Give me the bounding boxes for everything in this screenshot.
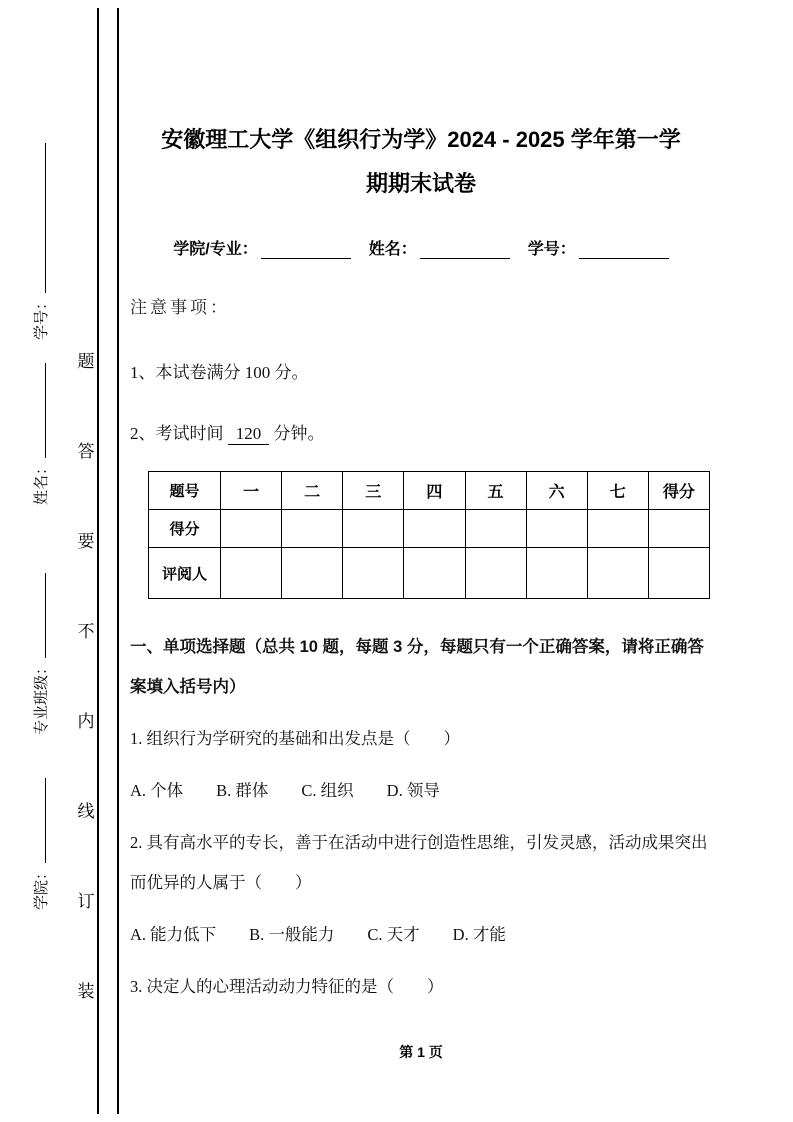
margin-class-label (30, 573, 51, 735)
question-3-text: 3. 决定人的心理活动动力特征的是（ ） (130, 977, 444, 996)
grader-cell (343, 548, 404, 599)
score-table-grader-row (149, 548, 710, 599)
binding-char: 题 (77, 352, 95, 371)
question-2-text: 2. 具有高水平的专长，善于在活动中进行创造性思维，引发灵感，活动成果突出而优异的人属于（ ） (130, 833, 708, 892)
grader-cell (282, 548, 343, 599)
binding-vertical-text (76, 352, 96, 1002)
score-table-header-cell: 得分 (648, 472, 709, 510)
binding-char: 装 (77, 982, 95, 1001)
score-cell (221, 510, 282, 548)
score-table-score-row (149, 510, 710, 548)
notice-item-2-prefix: 2、考试时间 (130, 424, 224, 443)
score-cell (343, 510, 404, 548)
score-table-header-cell: 二 (282, 472, 343, 510)
score-cell (587, 510, 648, 548)
score-table-header-cell: 题号 (149, 472, 221, 510)
score-row-label: 得分 (149, 510, 221, 548)
exam-duration-value: 120 (228, 424, 270, 445)
question-2-options: A. 能力低下 B. 一般能力 C. 天才 D. 才能 (130, 925, 506, 944)
margin-student-id-label (30, 143, 51, 340)
score-table-header-cell: 三 (343, 472, 404, 510)
grader-cell (465, 548, 526, 599)
score-table-header-cell: 四 (404, 472, 465, 510)
grader-row-label: 评阅人 (149, 548, 221, 599)
exam-title-line2: 期期末试卷 (365, 171, 476, 196)
binding-char: 不 (77, 622, 95, 641)
score-table-header-cell: 七 (587, 472, 648, 510)
name-blank (420, 241, 510, 259)
college-major-blank (261, 241, 351, 259)
margin-name-text: 姓名： (33, 459, 50, 505)
question-1-options: A. 个体 B. 群体 C. 组织 D. 领导 (130, 781, 440, 800)
question-1-text: 1. 组织行为学研究的基础和出发点是（ ） (130, 729, 460, 748)
binding-char: 订 (77, 892, 95, 911)
student-id-blank (579, 241, 669, 259)
name-label: 姓名： (368, 241, 417, 258)
notice-item-1: 1、本试卷满分 100 分。 (130, 363, 309, 382)
binding-line-inner (97, 8, 99, 1114)
student-id-label: 学号： (527, 241, 576, 258)
margin-college-label (30, 778, 51, 910)
margin-class-text: 专业班级： (33, 659, 50, 735)
score-cell (648, 510, 709, 548)
college-major-field (173, 236, 350, 259)
exam-title-line1: 安徽理工大学《组织行为学》2024 - 2025 学年第一学 (161, 127, 681, 152)
margin-student-id-blank (31, 143, 46, 293)
notice-heading: 注意事项： (130, 298, 230, 317)
score-table (148, 471, 710, 599)
score-cell (465, 510, 526, 548)
binding-char: 答 (77, 442, 95, 461)
score-table-header-row (149, 472, 710, 510)
name-field (369, 236, 510, 259)
grader-cell (404, 548, 465, 599)
score-cell (282, 510, 343, 548)
score-table-header-cell: 六 (526, 472, 587, 510)
margin-college-blank (31, 778, 46, 863)
grader-cell (526, 548, 587, 599)
notice-item-2-suffix: 分钟。 (273, 424, 325, 443)
notice-item-2 (130, 419, 712, 445)
binding-char: 要 (77, 532, 95, 551)
grader-cell (221, 548, 282, 599)
margin-class-blank (31, 573, 46, 658)
score-table-header-cell: 五 (465, 472, 526, 510)
margin-name-label (30, 363, 51, 505)
section-heading: 一、单项选择题（总共 10 题，每题 3 分，每题只有一个正确答案，请将正确答案填入括号内） (130, 638, 704, 696)
score-cell (526, 510, 587, 548)
score-cell (404, 510, 465, 548)
student-id-field (528, 236, 669, 259)
margin-student-id-text: 学号： (33, 294, 50, 340)
exam-title (130, 118, 712, 206)
binding-line-outer (117, 8, 119, 1114)
score-table-header-cell: 一 (221, 472, 282, 510)
grader-cell (648, 548, 709, 599)
main-content (130, 118, 712, 1007)
binding-char: 线 (77, 802, 95, 821)
grader-cell (587, 548, 648, 599)
margin-college-text: 学院： (33, 864, 50, 910)
student-info-row (130, 236, 712, 259)
page-number: 第 1 页 (399, 1044, 443, 1060)
college-major-label: 学院/专业： (173, 241, 258, 258)
binding-char: 内 (77, 712, 95, 731)
margin-name-blank (31, 363, 46, 458)
